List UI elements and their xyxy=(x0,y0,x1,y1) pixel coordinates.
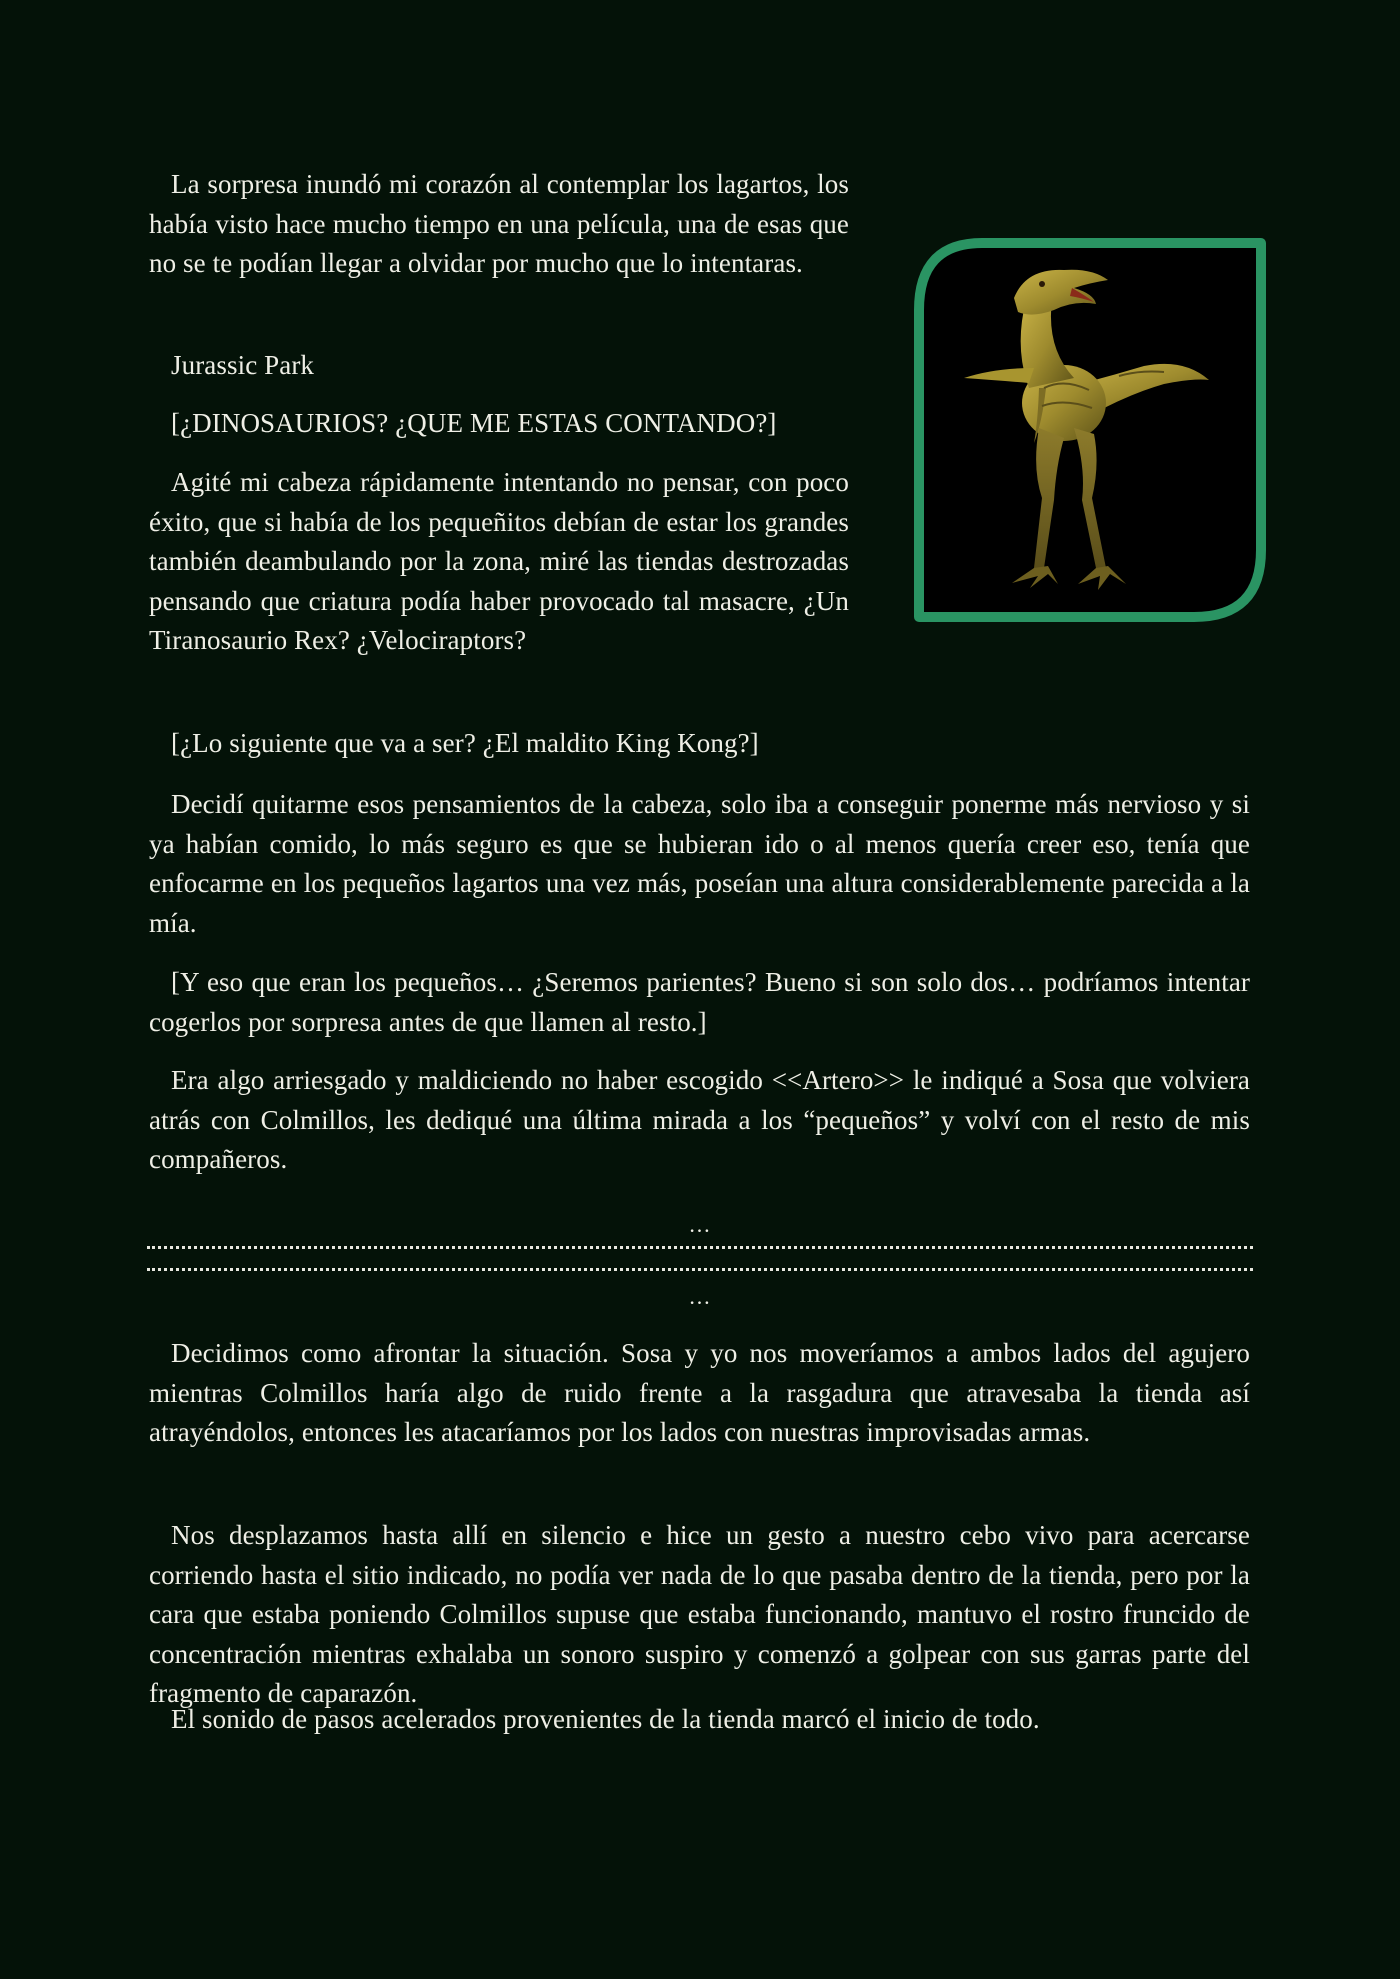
paragraph-10: Nos desplazamos hasta allí en silencio e hice un gesto a nuestro cebo vivo para acercarse corriendo hasta el sitio indicado, no podía ver nada de lo que pasaba dentro de la tienda, pero por la cara que estaba poniendo Colmillos supuse que estaba funcionando, mantuvo el rostro fruncido de concentración mientras exhalaba un sonoro suspiro y comenzó a golpear con sus garras parte del fragmento de caparazón. xyxy=(149,1520,1250,1708)
paragraph-6: Decidí quitarme esos pensamientos de la cabeza, solo iba a conseguir ponerme más nervioso y si ya habían comido, lo más seguro es que se hubieran ido o al menos quería creer eso, tenía que enfocarme en los pequeños lagartos una vez más, poseían una altura considerablemente parecida a la mía. xyxy=(149,789,1250,938)
separator-ellipsis-bottom: … xyxy=(688,1284,712,1309)
paragraph-5: [¿Lo siguiente que va a ser? ¿El maldito King Kong?] xyxy=(171,728,759,758)
paragraph-1: La sorpresa inundó mi corazón al contemplar los lagartos, los había visto hace mucho tiempo en una película, una de esas que no se te podían llegar a olvidar por mucho que lo intentaras. xyxy=(149,169,849,278)
separator-ellipsis-top: … xyxy=(688,1212,712,1237)
paragraph-11: El sonido de pasos acelerados provenientes de la tienda marcó el inicio de todo. xyxy=(171,1704,1040,1734)
paragraph-7: [Y eso que eran los pequeños… ¿Seremos parientes? Bueno si son solo dos… podríamos intentar cogerlos por sorpresa antes de que llamen al resto.] xyxy=(149,967,1250,1037)
paragraph-3: [¿DINOSAURIOS? ¿QUE ME ESTAS CONTANDO?] xyxy=(171,408,777,438)
paragraph-2: Jurassic Park xyxy=(171,350,315,380)
paragraph-4: Agité mi cabeza rápidamente intentando no pensar, con poco éxito, que si había de los pequeñitos debían de estar los grandes también deambulando por la zona, miré las tiendas destrozadas pensando que criatura podía haber provocado tal masacre, ¿Un Tiranosaurio Rex? ¿Velociraptors? xyxy=(149,467,849,655)
illustration-frame xyxy=(914,238,1266,622)
separator-dotted-line-top xyxy=(147,1246,1253,1249)
paragraph-8: Era algo arriesgado y maldiciendo no haber escogido <<Artero>> le indiqué a Sosa que volviera atrás con Colmillos, les dediqué una última mirada a los “pequeños” y volví con el resto de mis compañeros. xyxy=(149,1065,1250,1174)
dinosaur-eye xyxy=(1039,281,1045,287)
separator-dotted-line-bottom xyxy=(147,1268,1253,1271)
paragraph-9: Decidimos como afrontar la situación. Sosa y yo nos moveríamos a ambos lados del agujero mientras Colmillos haría algo de ruido frente a la rasgadura que atravesaba la tienda así atrayéndolos, entonces les atacaríamos por los lados con nuestras improvisadas armas. xyxy=(149,1338,1250,1447)
dinosaur-illustration xyxy=(914,238,1266,622)
